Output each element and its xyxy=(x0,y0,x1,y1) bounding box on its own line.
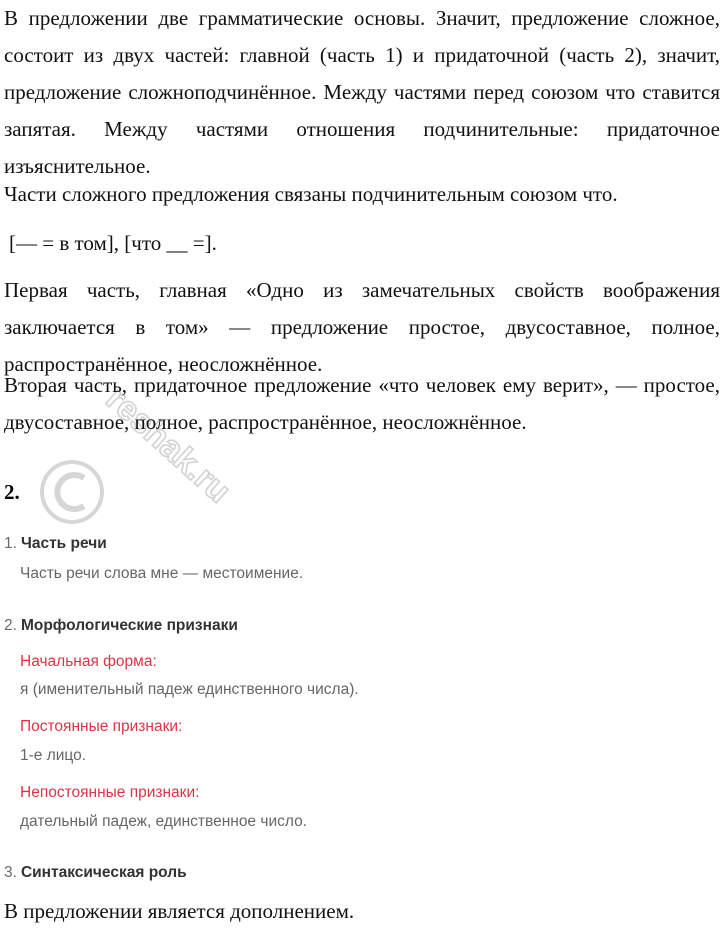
paragraph-subordinate-clause: Вторая часть, придаточное предложение «что человек ему верит», — простое, двусоставное, полное, распространённое, неосложнённое. xyxy=(4,373,720,434)
item-syntax-heading xyxy=(4,862,187,884)
paragraph-conjunction: Части сложного предложения связаны подчинительным союзом что. xyxy=(4,182,618,206)
watermark-text: reshak.ru xyxy=(98,379,238,511)
item-title: Морфологические признаки xyxy=(20,617,238,634)
constant-features-label: Постоянные признаки: xyxy=(20,718,183,735)
section-number: 2. xyxy=(4,480,20,504)
paragraph-sentence-structure: В предложении две грамматические основы. Значит, предложение сложное, состоит из двух частей: главной (часть 1) и придаточной (часть 2), значит, предложение сложноподчинённое. Между частями перед союзом что ставится запятая. Между частями отношения подчинительные: придаточное изъяснительное. xyxy=(4,6,720,178)
syntax-conclusion: В предложении является дополнением. xyxy=(4,899,355,923)
item-morphology-heading xyxy=(4,615,238,637)
initial-form-label: Начальная форма: xyxy=(20,653,157,670)
item-number: 2. xyxy=(4,617,17,634)
variable-features-value: дательный падеж, единственное число. xyxy=(20,813,307,830)
variable-features-label: Непостоянные признаки: xyxy=(20,784,200,801)
item-title: Часть речи xyxy=(20,535,107,552)
initial-form-value: я (именительный падеж единственного числа). xyxy=(20,681,359,698)
item-title: Синтаксическая роль xyxy=(20,864,187,881)
sentence-scheme: [— = в том], [что __ =]. xyxy=(9,231,217,255)
paragraph-main-clause: Первая часть, главная «Одно из замечательных свойств воображения заключается в том» — предложение простое, двусоставное, полное, распространённое, неосложнённое. xyxy=(4,278,720,376)
constant-features-value: 1-е лицо. xyxy=(20,747,87,764)
item-part-of-speech-heading xyxy=(4,533,107,555)
item-number: 1. xyxy=(4,535,17,552)
item-number: 3. xyxy=(4,864,17,881)
part-of-speech-text: Часть речи слова мне — местоимение. xyxy=(20,565,304,582)
